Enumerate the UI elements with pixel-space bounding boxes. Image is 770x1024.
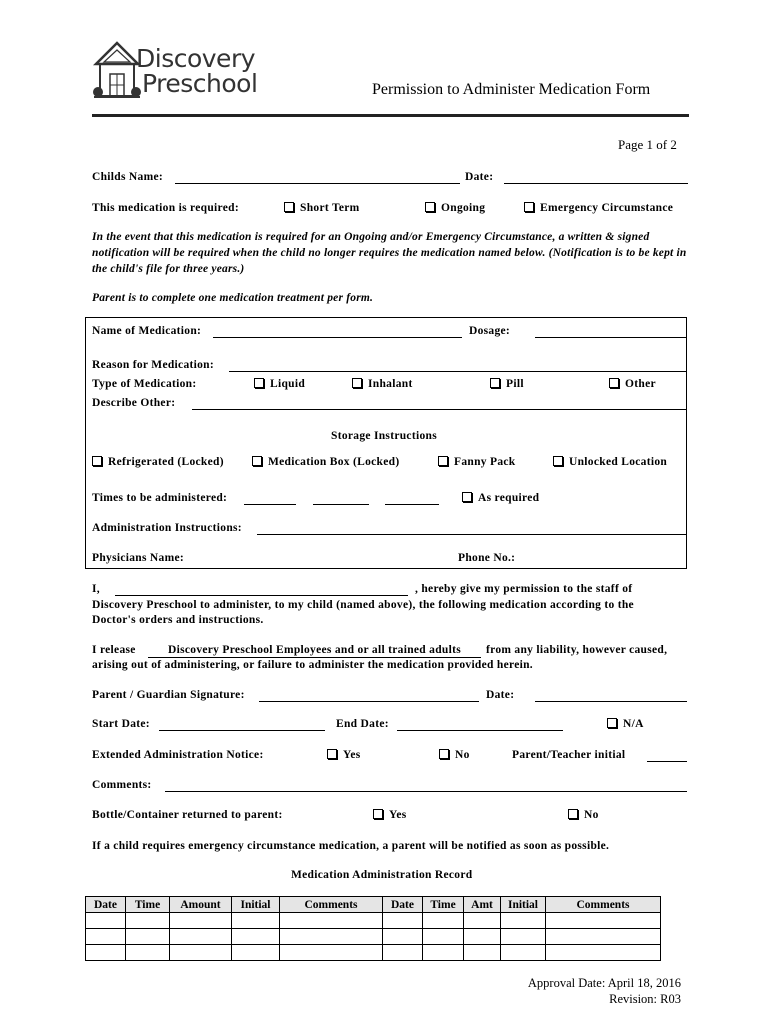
extended-yes-option[interactable]: Yes [327, 749, 361, 761]
record-title: Medication Administration Record [291, 869, 473, 881]
comments-field[interactable] [165, 791, 687, 792]
time-field-3[interactable] [385, 504, 439, 505]
col-amt-2: Amt [464, 897, 501, 913]
times-label: Times to be administered: [92, 492, 228, 504]
release-label: I release [92, 644, 136, 656]
checkbox-icon[interactable] [524, 202, 534, 212]
table-header-row [86, 897, 661, 913]
table-row [86, 945, 661, 961]
end-date-field[interactable] [397, 730, 563, 731]
logo-line1: Discovery [136, 44, 256, 73]
signature-label: Parent / Guardian Signature: [92, 689, 245, 701]
logo-line2: Preschool [142, 69, 258, 98]
storage-box-option[interactable]: Medication Box (Locked) [252, 456, 399, 468]
date-field[interactable] [504, 183, 688, 184]
physician-label: Physicians Name: [92, 552, 185, 564]
comments-label: Comments: [92, 779, 152, 791]
storage-fanny-option[interactable]: Fanny Pack [438, 456, 515, 468]
checkbox-icon[interactable] [352, 378, 362, 388]
start-date-label: Start Date: [92, 718, 150, 730]
checkbox-icon[interactable] [462, 492, 472, 502]
approval-date: Approval Date: April 18, 2016 [527, 976, 681, 990]
checkbox-icon[interactable] [284, 202, 294, 212]
medication-name-label: Name of Medication: [92, 325, 202, 337]
signature-date-field[interactable] [535, 701, 687, 702]
schoolhouse-icon [92, 40, 142, 100]
col-date-2: Date [383, 897, 423, 913]
checkbox-icon[interactable] [425, 202, 435, 212]
childs-name-field[interactable] [175, 183, 460, 184]
initial-label: Parent/Teacher initial [512, 749, 626, 761]
col-comments-2: Comments [546, 897, 661, 913]
extended-no-option[interactable]: No [439, 749, 470, 761]
col-initial: Initial [232, 897, 280, 913]
col-date: Date [86, 897, 126, 913]
emergency-option[interactable]: Emergency Circumstance [524, 202, 673, 214]
parent-note: Parent is to complete one medication treatment per form. [92, 292, 374, 304]
type-label: Type of Medication: [92, 378, 197, 390]
checkbox-icon[interactable] [252, 456, 262, 466]
ongoing-option[interactable]: Ongoing [425, 202, 485, 214]
date-label: Date: [465, 171, 494, 183]
bottle-no-option[interactable]: No [568, 809, 599, 821]
revision: Revision: R03 [609, 992, 681, 1006]
guardian-name-field[interactable] [115, 595, 408, 596]
checkbox-icon[interactable] [490, 378, 500, 388]
signature-date-label: Date: [486, 689, 515, 701]
checkbox-icon[interactable] [439, 749, 449, 759]
col-time: Time [126, 897, 170, 913]
end-date-label: End Date: [336, 718, 389, 730]
dosage-field[interactable] [535, 337, 687, 338]
as-required-option[interactable]: As required [462, 492, 539, 504]
checkbox-icon[interactable] [607, 718, 617, 728]
medication-name-field[interactable] [213, 337, 462, 338]
form-title: Permission to Administer Medication Form [372, 81, 651, 98]
type-pill-option[interactable]: Pill [490, 378, 524, 390]
storage-title: Storage Instructions [331, 430, 437, 442]
page-number: Page 1 of 2 [618, 137, 677, 152]
time-field-1[interactable] [244, 504, 296, 505]
logo [92, 40, 262, 102]
storage-unlocked-option[interactable]: Unlocked Location [553, 456, 667, 468]
initial-field[interactable] [647, 761, 687, 762]
permission-text-2: Discovery Preschool to administer, to my child (named above), the following medication according to the [92, 599, 634, 611]
checkbox-icon[interactable] [373, 809, 383, 819]
type-other-option[interactable]: Other [609, 378, 656, 390]
childs-name-label: Childs Name: [92, 171, 164, 183]
storage-refrigerated-option[interactable]: Refrigerated (Locked) [92, 456, 224, 468]
release-text-2: arising out of administering, or failure to administer the medication provided herein. [92, 659, 533, 671]
release-text-1: from any liability, however caused, [486, 644, 668, 656]
emergency-note: If a child requires emergency circumstance medication, a parent will be notified as soon as possible. [92, 840, 610, 852]
extended-label: Extended Administration Notice: [92, 749, 264, 761]
phone-label: Phone No.: [458, 552, 516, 564]
table-row [86, 913, 661, 929]
reason-label: Reason for Medication: [92, 359, 215, 371]
admin-instructions-label: Administration Instructions: [92, 522, 242, 534]
permission-text-1: , hereby give my permission to the staff of [415, 583, 633, 595]
type-inhalant-option[interactable]: Inhalant [352, 378, 413, 390]
checkbox-icon[interactable] [254, 378, 264, 388]
table-row [86, 929, 661, 945]
dosage-label: Dosage: [469, 325, 511, 337]
bottle-yes-option[interactable]: Yes [373, 809, 407, 821]
release-value[interactable]: Discovery Preschool Employees and or all trained adults [148, 644, 481, 658]
type-liquid-option[interactable]: Liquid [254, 378, 305, 390]
checkbox-icon[interactable] [92, 456, 102, 466]
col-time-2: Time [423, 897, 464, 913]
permission-text-3: Doctor's orders and instructions. [92, 614, 264, 626]
start-date-field[interactable] [159, 730, 325, 731]
short-term-option[interactable]: Short Term [284, 202, 360, 214]
administration-record-table [85, 896, 661, 961]
col-comments: Comments [280, 897, 383, 913]
i-label: I, [92, 583, 100, 595]
col-amount: Amount [170, 897, 232, 913]
na-option[interactable]: N/A [607, 718, 644, 730]
reason-field[interactable] [229, 371, 687, 372]
describe-other-field[interactable] [192, 409, 687, 410]
admin-instructions-field[interactable] [257, 534, 687, 535]
notice-text: In the event that this medication is required for an Ongoing and/or Emergency Circumstance, a written & signed notification will be required when the child no longer requires the medication named below. (Notification is to be kept in the child's file for three years.) [92, 231, 687, 275]
bottle-label: Bottle/Container returned to parent: [92, 809, 283, 821]
header-rule [92, 114, 689, 117]
signature-field[interactable] [259, 701, 479, 702]
col-initial-2: Initial [501, 897, 546, 913]
checkbox-icon[interactable] [327, 749, 337, 759]
describe-other-label: Describe Other: [92, 397, 176, 409]
checkbox-icon[interactable] [553, 456, 563, 466]
required-label: This medication is required: [92, 202, 239, 214]
checkbox-icon[interactable] [438, 456, 448, 466]
checkbox-icon[interactable] [568, 809, 578, 819]
checkbox-icon[interactable] [609, 378, 619, 388]
time-field-2[interactable] [313, 504, 369, 505]
